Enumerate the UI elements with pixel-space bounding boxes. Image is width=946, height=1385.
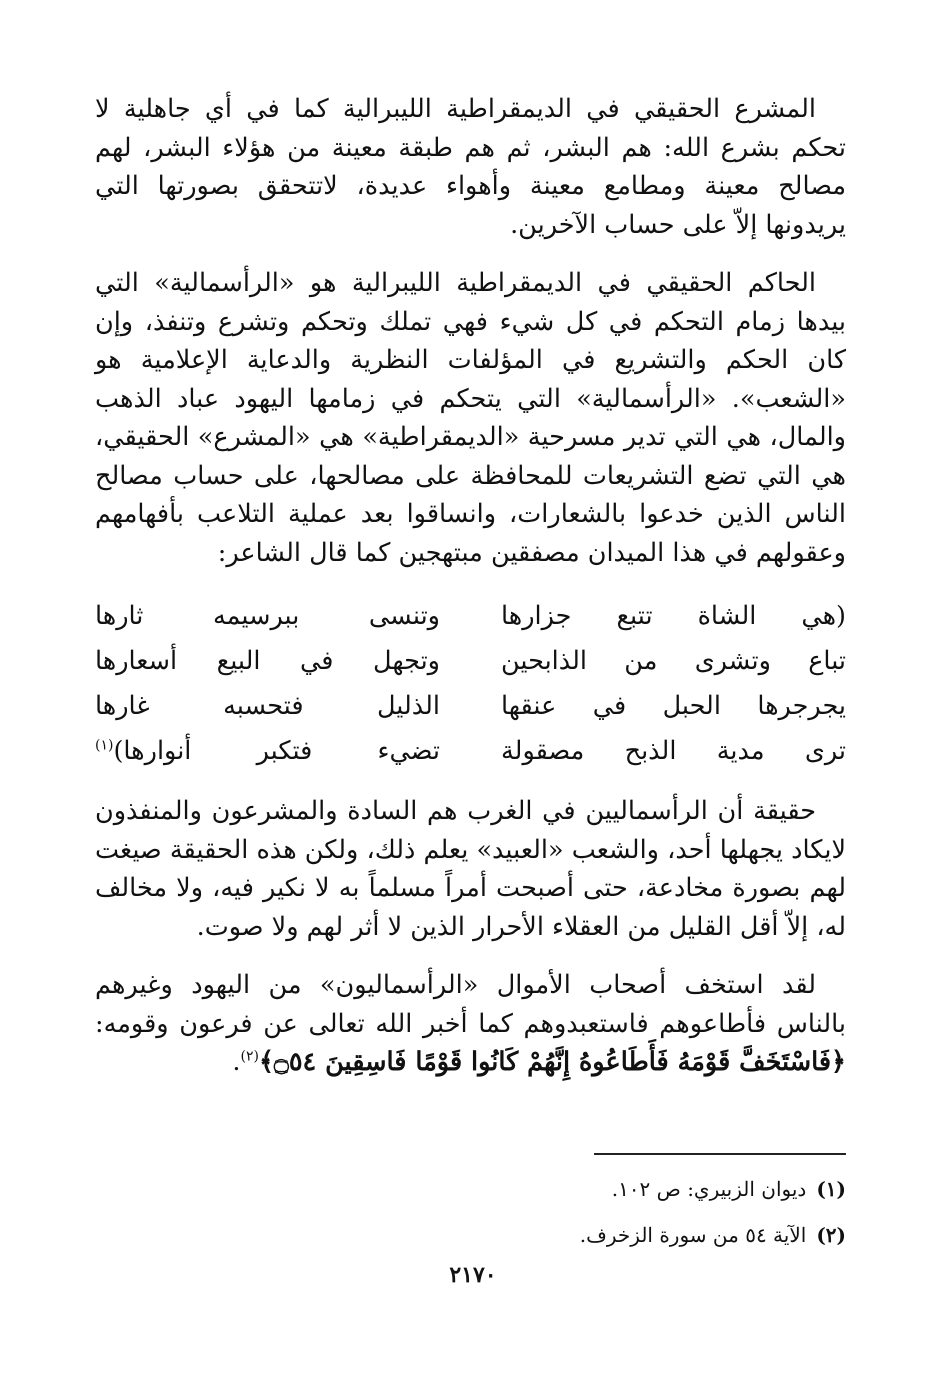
verse-second-hemistich: الذليل فتحسبه غارها bbox=[95, 691, 440, 721]
verse-text: تضيء فتكبر أنوارها) bbox=[113, 736, 440, 766]
quran-verse: ﴿فَاسْتَخَفَّ قَوْمَهُ فَأَطَاعُوهُ إِنَّهُمْ كَانُوا قَوْمًا فَاسِقِينَ ۝٥٤﴾ bbox=[258, 1047, 846, 1077]
verse-first-hemistich: تباع وتشرى من الذابحين bbox=[501, 646, 846, 676]
paragraph-4 bbox=[95, 966, 846, 1082]
page-number: ٢١٧٠ bbox=[449, 1262, 497, 1288]
verse-first-hemistich: ترى مدية الذبح مصقولة bbox=[501, 736, 846, 766]
footnote-number: (١) bbox=[816, 1177, 846, 1201]
poem-verse bbox=[95, 729, 846, 774]
footnote-ref-1: (١) bbox=[95, 737, 114, 754]
footnote-text: الآية ٥٤ من سورة الزخرف. bbox=[579, 1223, 807, 1247]
paragraph-1: المشرع الحقيقي في الديمقراطية الليبرالية كما في أي جاهلية لا تحكم بشرع الله: هم البشر، ثم هم طبقة معينة من هؤلاء البشر، لهم مصالح معينة ومطامع معينة وأهواء عديدة، لاتتحقق بصورتها التي يريدونها إلاّ على حساب الآخرين. bbox=[95, 94, 846, 240]
page-body bbox=[95, 90, 846, 1082]
poem-verse bbox=[95, 594, 846, 639]
paragraph-3: حقيقة أن الرأسماليين في الغرب هم السادة والمشرعون والمنفذون لايكاد يجهلها أحد، والشعب «العبيد» يعلم ذلك، ولكن هذه الحقيقة صيغت لهم بصورة مخادعة، حتى أصبحت أمراً مسلماً به لا نكير فيه، ولا مخالف له، إلاّ أقل القليل من العقلاء الأحرار الذين لا أثر لهم ولا صوت. bbox=[95, 796, 846, 942]
verse-second-hemistich: وتجهل في البيع أسعارها bbox=[95, 646, 440, 676]
poem-verse bbox=[95, 684, 846, 729]
poem bbox=[95, 594, 846, 774]
footnote-item bbox=[95, 1166, 846, 1212]
footnote-divider bbox=[594, 1153, 846, 1155]
paragraph-4-text: لقد استخف أصحاب الأموال «الرأسماليون» من اليهود وغيرهم بالناس فأطاعوهم فاستعبدوهم كما أخبر الله تعالى عن فرعون وقومه: bbox=[95, 970, 846, 1039]
verse-first-hemistich: يجرجرها الحبل في عنقها bbox=[501, 691, 846, 721]
footnote-item bbox=[95, 1212, 846, 1258]
footnote-number: (٢) bbox=[816, 1223, 846, 1247]
footnote-text: ديوان الزبيري: ص ١٠٢. bbox=[611, 1177, 807, 1201]
poem-verse bbox=[95, 639, 846, 684]
footnotes bbox=[95, 1166, 846, 1258]
verse-second-hemistich: وتنسى ببرسيمه ثارها bbox=[95, 601, 440, 631]
verse-second-hemistich-with-ref bbox=[95, 729, 440, 774]
footnote-ref-2: (٢) bbox=[240, 1048, 259, 1065]
paragraph-4-end: . bbox=[232, 1047, 241, 1077]
paragraph-2: الحاكم الحقيقي في الديمقراطية الليبرالية هو «الرأسمالية» التي بيدها زمام التحكم في كل شيء فهي تملك وتحكم وتشرع وتنفذ، وإن كان الحكم والتشريع في المؤلفات النظرية والدعاية الإعلامية هو «الشعب». «الرأسمالية» التي يتحكم في زمامها اليهود عباد الذهب والمال، هي التي تدير مسرحية «الديمقراطية» هي «المشرع» الحقيقي، هي التي تضع التشريعات للمحافظة على مصالحها، على حساب مصالح الناس الذين خدعوا بالشعارات، وانساقوا بعد عملية التلاعب بأفهامهم وعقولهم في هذا الميدان مصفقين مبتهجين كما قال الشاعر: bbox=[95, 268, 846, 568]
verse-first-hemistich: (هي الشاة تتبع جزارها bbox=[501, 601, 846, 631]
